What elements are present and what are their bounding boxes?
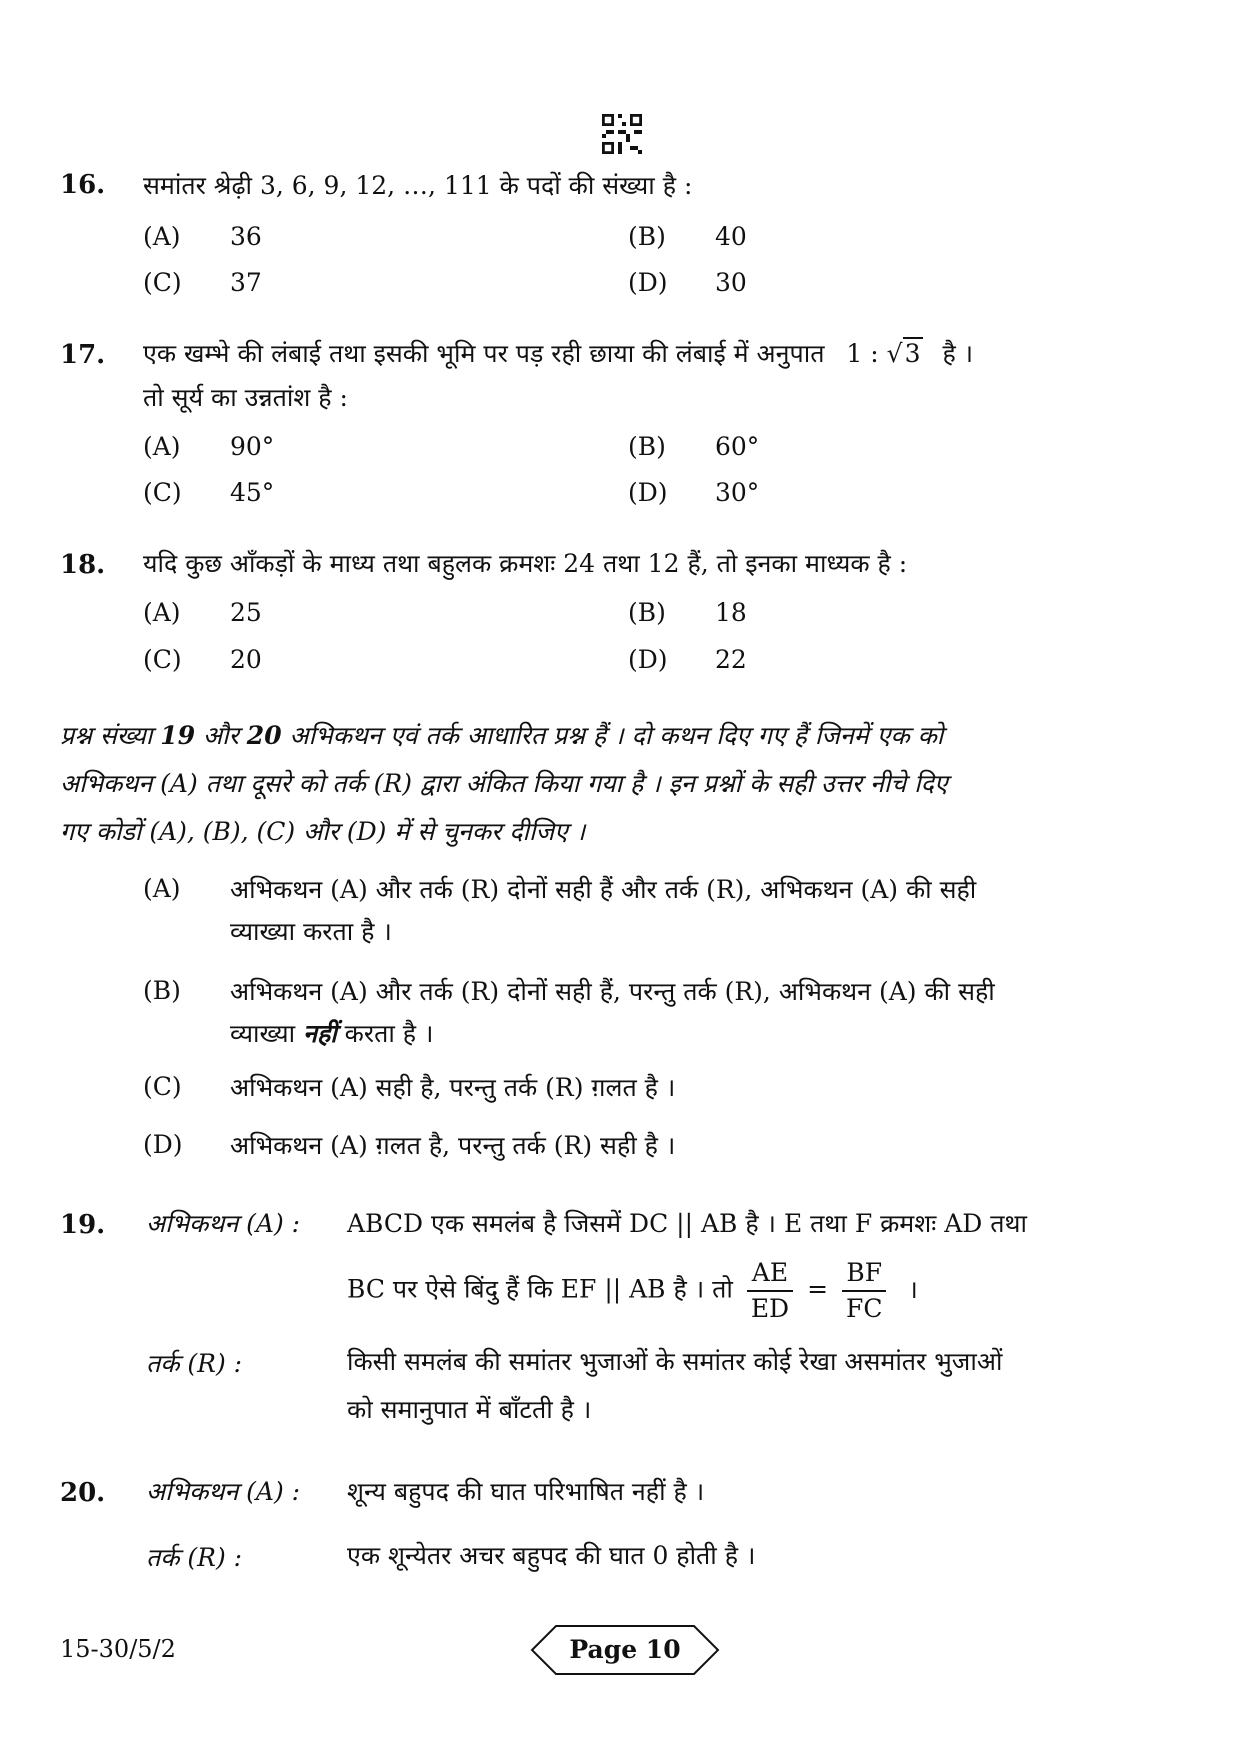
option-value: 20 — [230, 645, 262, 674]
emphasis-text: नहीं — [303, 1019, 337, 1048]
option-label: (B) — [628, 222, 666, 251]
option-label: (A) — [143, 222, 181, 251]
root-argument: 3 — [904, 339, 921, 368]
reason-label: तर्क (R) : — [146, 1543, 243, 1572]
reason-label: तर्क (R) : — [146, 1349, 243, 1378]
code-text — [230, 1016, 433, 1050]
square-root: √3 — [886, 339, 921, 368]
code-text-part: करता है । — [336, 1019, 434, 1048]
question-text-part: एक खम्भे की लंबाई तथा इसकी भूमि पर पड़ रही छाया की लंबाई में अनुपात — [143, 339, 825, 368]
page-number: Page 10 — [569, 1635, 681, 1664]
paper-code: 15-30/5/2 — [60, 1635, 176, 1663]
instruction-line — [60, 718, 943, 752]
instruction-line: गए कोडों (A), (B), (C) और (D) में से चुनकर दीजिए । — [60, 817, 586, 846]
option-value: 30° — [715, 478, 760, 507]
option-value: 25 — [230, 598, 262, 627]
option-value: 30 — [715, 268, 747, 297]
code-label: (B) — [143, 976, 181, 1005]
question-number: 19. — [60, 1210, 106, 1240]
assertion-text: BC पर ऐसे बिंदु हैं कि EF || AB है । तो — [347, 1274, 733, 1304]
fraction-numerator: AE — [747, 1258, 793, 1292]
question-number: 16. — [60, 170, 106, 200]
question-text: यदि कुछ आँकड़ों के माध्य तथा बहुलक क्रमशः 24 तथा 12 हैं, तो इनका माध्यक है : — [143, 549, 908, 578]
option-value: 36 — [230, 222, 262, 251]
code-text: अभिकथन (A) सही है, परन्तु तर्क (R) ग़लत है । — [230, 1073, 676, 1102]
instruction-bold-number: 19 — [160, 721, 196, 750]
option-label: (D) — [628, 478, 668, 507]
reason-text: को समानुपात में बाँटती है । — [347, 1395, 592, 1424]
option-value: 37 — [230, 268, 262, 297]
instruction-line: अभिकथन (A) तथा दूसरे को तर्क (R) द्वारा अंकित किया गया है । इन प्रश्नों के सही उत्तर नीचे दिए — [60, 769, 948, 798]
fraction-bf-fc — [842, 1258, 886, 1324]
assertion-text-line2 — [347, 1258, 918, 1324]
qr-code-icon — [602, 114, 642, 154]
option-value: 45° — [230, 478, 275, 507]
option-label: (C) — [143, 478, 182, 507]
option-value: 18 — [715, 598, 747, 627]
code-text: व्याख्या करता है । — [230, 917, 392, 946]
page-number-badge — [530, 1624, 720, 1676]
fraction-ae-ed — [747, 1258, 793, 1324]
assertion-label: अभिकथन (A) : — [146, 1209, 301, 1238]
assertion-text: शून्य बहुपद की घात परिभाषित नहीं है । — [347, 1477, 705, 1506]
instruction-text: और — [195, 721, 247, 750]
option-label: (A) — [143, 432, 181, 461]
option-label: (B) — [628, 432, 666, 461]
option-label: (A) — [143, 598, 181, 627]
option-label: (D) — [628, 268, 668, 297]
reason-text: किसी समलंब की समांतर भुजाओं के समांतर कोई रेखा असमांतर भुजाओं — [347, 1347, 1003, 1376]
instruction-text: अभिकथन एवं तर्क आधारित प्रश्न हैं । दो कथन दिए गए हैं जिनमें एक को — [281, 721, 944, 750]
option-label: (C) — [143, 268, 182, 297]
instruction-text: प्रश्न संख्या — [60, 721, 161, 750]
code-label: (C) — [143, 1072, 182, 1101]
code-text: अभिकथन (A) और तर्क (R) दोनों सही हैं और तर्क (R), अभिकथन (A) की सही — [230, 875, 977, 904]
question-text-line2: तो सूर्य का उन्नतांश है : — [143, 383, 348, 412]
question-text-part: है । — [942, 339, 974, 368]
question-number: 20. — [60, 1478, 106, 1508]
fraction-denominator: ED — [750, 1294, 790, 1323]
question-text — [143, 336, 973, 370]
assertion-label: अभिकथन (A) : — [146, 1477, 301, 1506]
equals-sign: = — [807, 1274, 829, 1304]
instruction-bold-number: 20 — [246, 721, 282, 750]
question-number: 17. — [60, 340, 106, 370]
option-label: (D) — [628, 645, 668, 674]
code-label: (A) — [143, 874, 181, 903]
question-text: समांतर श्रेढ़ी 3, 6, 9, 12, …, 111 के पदों की संख्या है : — [143, 171, 693, 200]
sentence-end: । — [908, 1274, 918, 1304]
code-label: (D) — [143, 1130, 183, 1159]
ratio-prefix: 1 : — [846, 339, 879, 368]
fraction-denominator: FC — [845, 1294, 883, 1323]
question-number: 18. — [60, 550, 106, 580]
fraction-numerator: BF — [842, 1258, 886, 1292]
option-value: 40 — [715, 222, 747, 251]
code-text-part: व्याख्या — [230, 1019, 304, 1048]
code-text: अभिकथन (A) ग़लत है, परन्तु तर्क (R) सही है । — [230, 1131, 676, 1160]
assertion-text: ABCD एक समलंब है जिसमें DC || AB है । E तथा F क्रमशः AD तथा — [347, 1209, 1028, 1238]
option-value: 60° — [715, 432, 760, 461]
option-label: (B) — [628, 598, 666, 627]
option-label: (C) — [143, 645, 182, 674]
option-value: 90° — [230, 432, 275, 461]
code-text: अभिकथन (A) और तर्क (R) दोनों सही हैं, परन्तु तर्क (R), अभिकथन (A) की सही — [230, 977, 995, 1006]
reason-text: एक शून्येतर अचर बहुपद की घात 0 होती है । — [347, 1541, 756, 1570]
option-value: 22 — [715, 645, 747, 674]
